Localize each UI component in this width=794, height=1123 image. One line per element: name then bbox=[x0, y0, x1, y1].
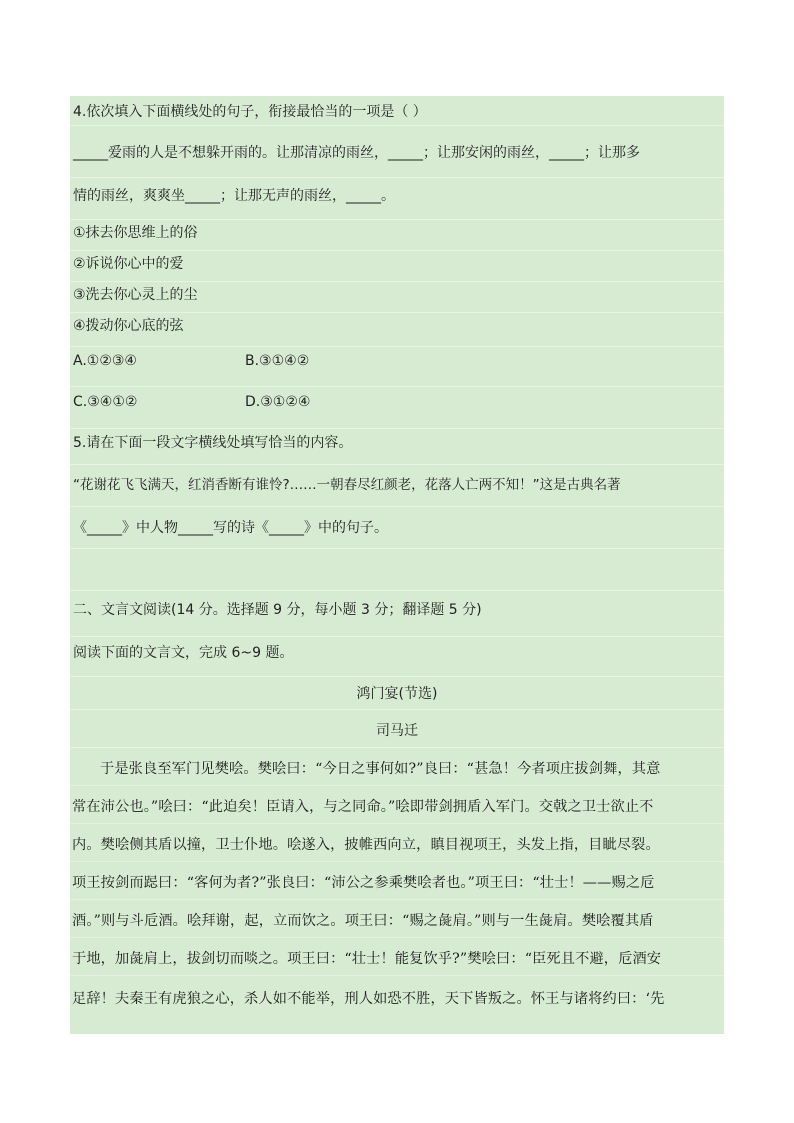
question-5-stem: 5.请在下面一段文字横线处填写恰当的内容。 bbox=[70, 429, 724, 465]
passage-line: 于是张良至军门见樊哙。樊哙曰：“今日之事何如?”良曰：“甚急！今者项庄拔剑舞，其意 bbox=[70, 748, 724, 786]
question-4-item-3: ③洗去你心灵上的尘 bbox=[70, 282, 724, 313]
question-5-line-2: 《_____》中人物_____写的诗《_____》中的句子。 bbox=[70, 507, 724, 549]
question-5-line-1: “花谢花飞飞满天，红消香断有谁怜?……一朝春尽红颜老，花落人亡两不知！”这是古典名著 bbox=[70, 465, 724, 507]
passage-line: 酒。”则与斗卮酒。哙拜谢，起，立而饮之。项王曰：“赐之彘肩。”则与一生彘肩。樊哙覆其盾 bbox=[70, 900, 724, 938]
passage-line: 内。樊哙侧其盾以撞，卫士仆地。哙遂入，披帷西向立，瞋目视项王，头发上指，目眦尽裂。 bbox=[70, 824, 724, 862]
passage-author: 司马迁 bbox=[70, 710, 724, 748]
option-a: A.①②③④ bbox=[73, 353, 137, 369]
option-c: C.③④①② bbox=[73, 394, 138, 410]
question-4-item-2: ②诉说你心中的爱 bbox=[70, 251, 724, 282]
passage-line: 常在沛公也。”哙曰：“此迫矣！臣请入，与之同命。”哙即带剑拥盾入军门。交戟之卫士欲止不 bbox=[70, 786, 724, 824]
question-4-item-1: ①抹去你思维上的俗 bbox=[70, 220, 724, 251]
passage-line: 项王按剑而跽曰：“客何为者?”张良曰：“沛公之参乘樊哙者也。”项王曰：“壮士！——赐之卮 bbox=[70, 862, 724, 900]
option-b: B.③①④② bbox=[245, 353, 310, 369]
question-4-options-ab bbox=[70, 347, 724, 387]
passage-line: 足辞！夫秦王有虎狼之心，杀人如不能举，刑人如恐不胜，天下皆叛之。怀王与诸将约曰：‘先 bbox=[72, 991, 665, 1007]
question-4-options-cd bbox=[70, 387, 724, 429]
blank-line bbox=[70, 549, 724, 591]
question-4-passage-line-1: _____爱雨的人是不想躲开雨的。让那清凉的雨丝，_____；让那安闲的雨丝，_____；让那多 bbox=[70, 136, 724, 178]
document-page bbox=[70, 96, 724, 1034]
question-4-passage-line-2: 情的雨丝，爽爽坐_____；让那无声的雨丝，_____。 bbox=[70, 178, 724, 220]
question-4-stem: 4.依次填入下面横线处的句子，衔接最恰当的一项是（ ） bbox=[70, 98, 724, 126]
question-4-item-4: ④拨动你心底的弦 bbox=[70, 313, 724, 347]
passage-title: 鸿门宴(节选) bbox=[70, 677, 724, 710]
section-2-instruction: 阅读下面的文言文，完成 6~9 题。 bbox=[70, 637, 724, 677]
option-d: D.③①②④ bbox=[245, 394, 311, 410]
section-2-heading: 二、文言文阅读(14 分。选择题 9 分，每小题 3 分；翻译题 5 分) bbox=[70, 591, 724, 637]
passage-line: 于地，加彘肩上，拔剑切而啖之。项王曰：“壮士！能复饮乎?”樊哙曰：“臣死且不避，卮酒安 bbox=[70, 938, 724, 976]
